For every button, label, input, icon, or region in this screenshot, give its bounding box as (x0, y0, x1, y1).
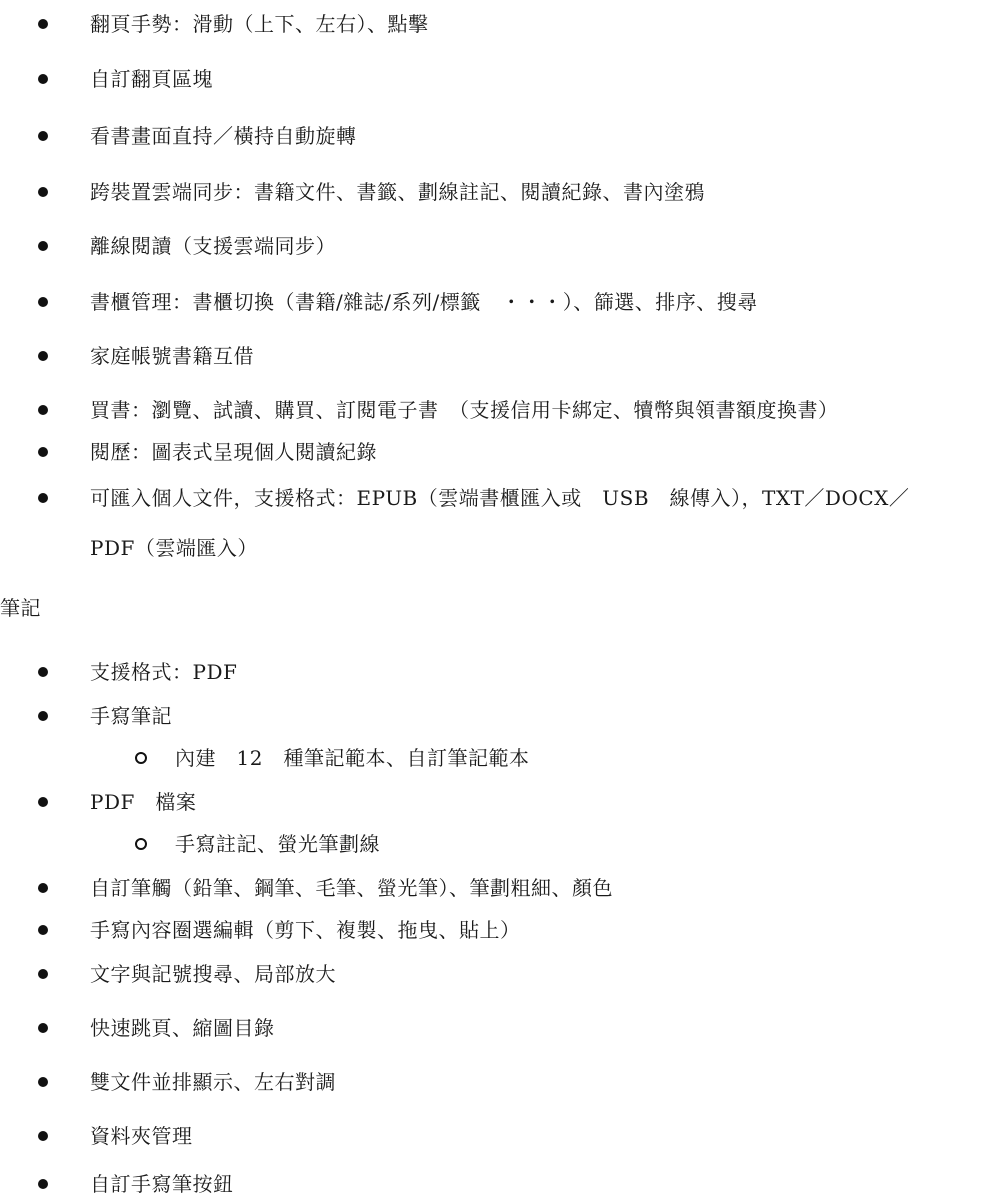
list-item-text: 支援格式：PDF (90, 660, 238, 684)
bullet-icon (38, 925, 48, 935)
bullet-icon (38, 493, 48, 503)
list-item (0, 914, 1000, 946)
list-item (0, 8, 1000, 40)
list-item (0, 1168, 1000, 1200)
notes-heading: 筆記 (0, 596, 41, 620)
list-item-text: 自訂筆觸（鉛筆、鋼筆、毛筆、螢光筆）、筆劃粗細、顏色 (90, 876, 613, 900)
list-item (0, 286, 1000, 318)
bullet-icon (38, 1023, 48, 1033)
sub-list-item (0, 828, 1000, 860)
hollow-bullet-icon (135, 838, 147, 850)
list-item (0, 872, 1000, 904)
bullet-icon (38, 297, 48, 307)
bullet-icon (38, 1131, 48, 1141)
list-item-text: 買書：瀏覽、試讀、購買、訂閱電子書 （支援信用卡綁定、犢幣與領書額度換書） (90, 398, 839, 422)
list-item (0, 63, 1000, 95)
list-item-text: 可匯入個人文件，支援格式：EPUB（雲端書櫃匯入或 USB 線傳入），TXT／DOCX／ (90, 486, 910, 510)
list-item-continuation (0, 532, 1000, 564)
list-item (0, 1012, 1000, 1044)
bullet-icon (38, 19, 48, 29)
list-item (0, 656, 1000, 688)
bullet-icon (38, 883, 48, 893)
bullet-icon (38, 131, 48, 141)
list-item-text: 書櫃管理：書櫃切換（書籍/雜誌/系列/標籤 ・・・）、篩選、排序、搜尋 (90, 290, 758, 314)
bullet-icon (38, 447, 48, 457)
bullet-icon (38, 667, 48, 677)
bullet-icon (38, 405, 48, 415)
list-item (0, 482, 1000, 514)
sub-list-item (0, 742, 1000, 774)
bullet-icon (38, 797, 48, 807)
list-item-text: 資料夾管理 (90, 1124, 193, 1148)
section-heading (0, 592, 1000, 624)
list-item (0, 1120, 1000, 1152)
list-item-text: 手寫內容圈選編輯（剪下、複製、拖曳、貼上） (90, 918, 521, 942)
list-item-text: PDF 檔案 (90, 790, 197, 814)
list-item-text: 家庭帳號書籍互借 (90, 344, 254, 368)
bullet-icon (38, 351, 48, 361)
list-item-text: 手寫筆記 (90, 704, 172, 728)
sub-list-item-text: 內建 12 種筆記範本、自訂筆記範本 (175, 746, 530, 770)
list-item-text: 快速跳頁、縮圖目錄 (90, 1016, 275, 1040)
list-item (0, 1066, 1000, 1098)
bullet-icon (38, 241, 48, 251)
list-item-text: 看書畫面直持／橫持自動旋轉 (90, 124, 357, 148)
list-item-text: 自訂手寫筆按鈕 (90, 1172, 234, 1196)
list-item (0, 700, 1000, 732)
list-item-text: 跨裝置雲端同步：書籍文件、書籤、劃線註記、閱讀紀錄、書內塗鴉 (90, 180, 705, 204)
bullet-icon (38, 711, 48, 721)
list-item-text: 雙文件並排顯示、左右對調 (90, 1070, 336, 1094)
list-item (0, 176, 1000, 208)
list-item (0, 436, 1000, 468)
hollow-bullet-icon (135, 752, 147, 764)
bullet-icon (38, 187, 48, 197)
bullet-icon (38, 1077, 48, 1087)
list-item (0, 230, 1000, 262)
bullet-icon (38, 969, 48, 979)
list-item (0, 786, 1000, 818)
list-item-text: 文字與記號搜尋、局部放大 (90, 962, 336, 986)
sub-list-item-text: 手寫註記、螢光筆劃線 (175, 832, 380, 856)
list-item-text: 自訂翻頁區塊 (90, 67, 213, 91)
list-item-text: 翻頁手勢：滑動（上下、左右）、點擊 (90, 12, 429, 36)
list-item-text: 離線閱讀（支援雲端同步） (90, 234, 336, 258)
bullet-icon (38, 74, 48, 84)
list-item (0, 394, 1000, 426)
list-item (0, 340, 1000, 372)
list-item-text: 閱歷：圖表式呈現個人閱讀紀錄 (90, 440, 377, 464)
list-item (0, 120, 1000, 152)
list-item-text: PDF（雲端匯入） (90, 536, 258, 560)
bullet-icon (38, 1179, 48, 1189)
list-item (0, 958, 1000, 990)
